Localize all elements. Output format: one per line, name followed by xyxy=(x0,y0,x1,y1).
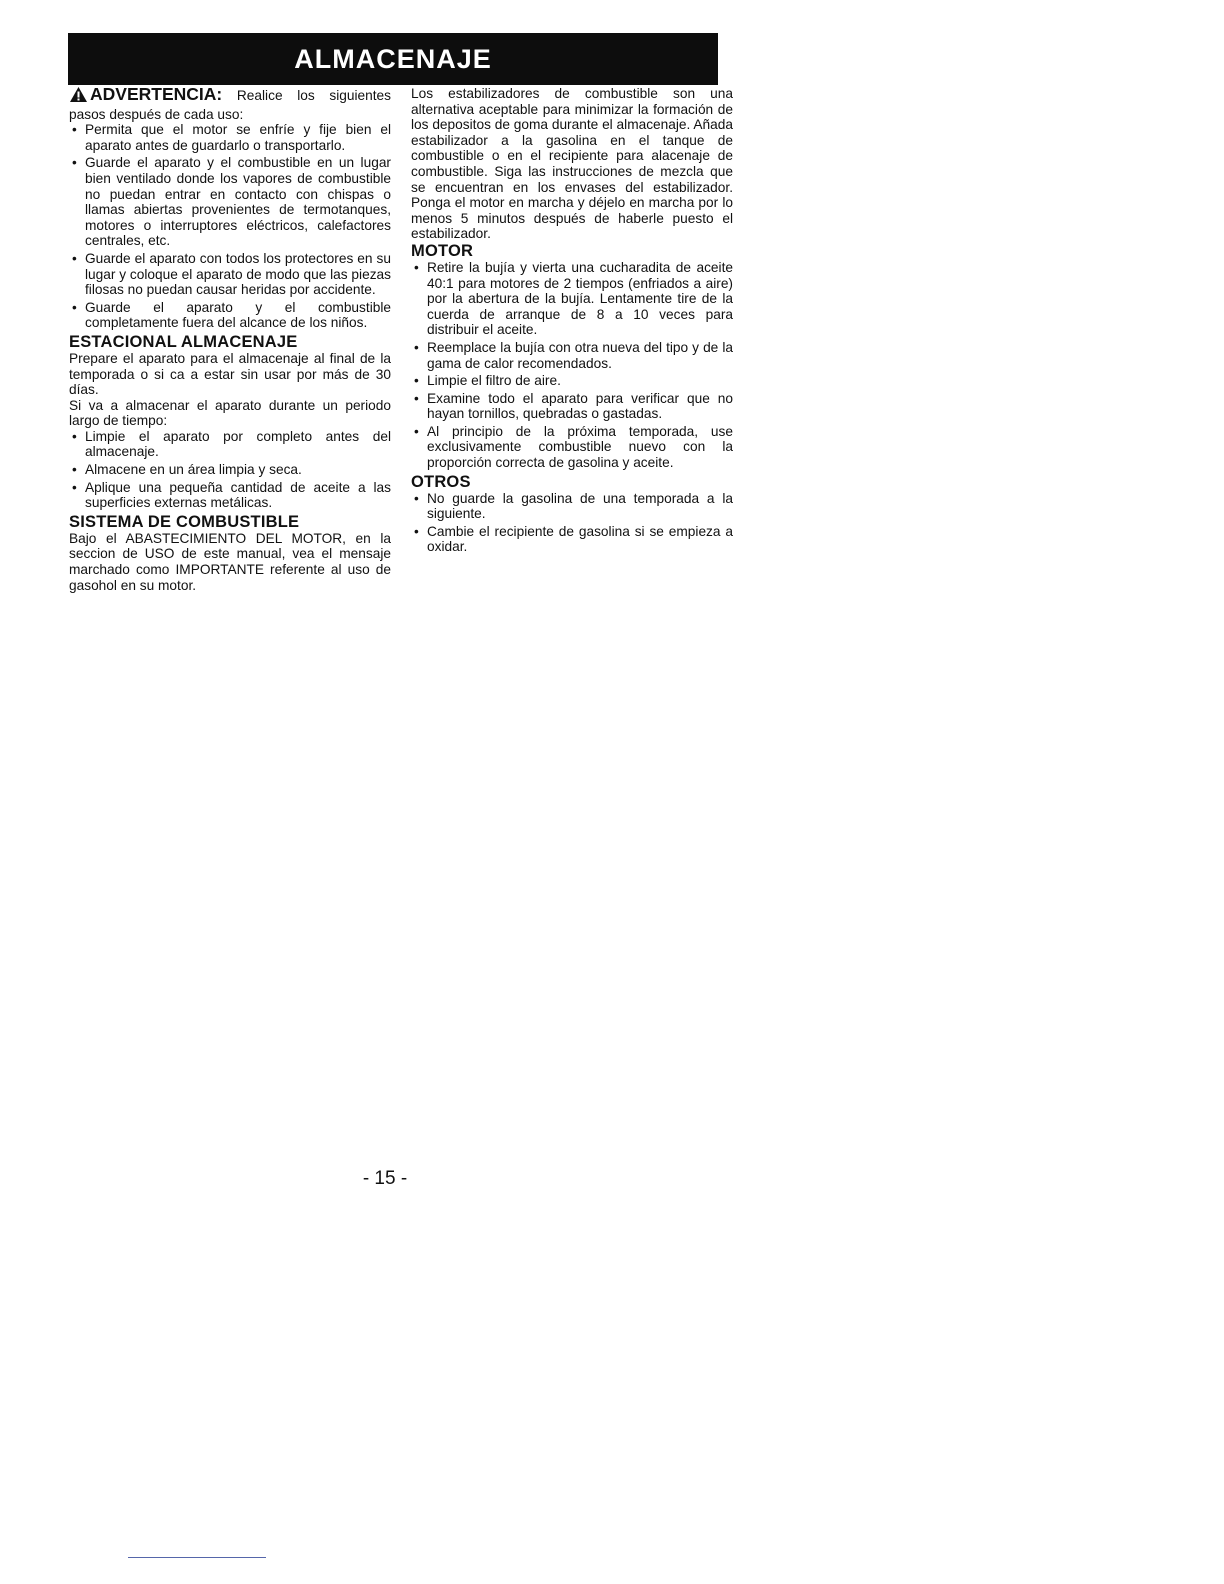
list-item: • Al principio de la próxima temporada, use exclusivamente combustible nuevo con la proporción correcta de gasolina y aceite. xyxy=(414,423,733,471)
bullet-icon: • xyxy=(414,259,419,275)
bullet-icon: • xyxy=(414,373,419,389)
fuel-paragraph-continued: Los estabilizadores de combustible son una alternativa aceptable para minimizar la formación de los depositos de goma durante el almacenaje. Añada estabilizador a la gasolina en el tanque de combustible o en el recipiente para alacenaje de combustible. Siga las instrucciones de mezcla que se encuentran en los envases del estabilizador. Ponga el motor en marcha y déjelo en marcha por lo menos 5 minutos después de haberle puesto el estabilizador. xyxy=(411,86,733,242)
bullet-icon: • xyxy=(72,155,77,171)
list-item: • Limpie el filtro de aire. xyxy=(414,373,561,389)
bullet-icon: • xyxy=(414,490,419,506)
bullet-icon: • xyxy=(72,299,77,315)
footer-divider xyxy=(128,1557,266,1558)
bullet-icon: • xyxy=(72,250,77,266)
bullet-icon: • xyxy=(72,428,77,444)
list-item: • Limpie el aparato por completo antes del almacenaje. xyxy=(72,428,391,460)
bullet-icon: • xyxy=(414,339,419,355)
page-number: - 15 - xyxy=(362,1168,408,1189)
section-title-banner xyxy=(68,33,718,85)
bullet-icon: • xyxy=(414,390,419,406)
bullet-icon: • xyxy=(72,462,77,478)
fuel-heading: SISTEMA DE COMBUSTIBLE xyxy=(69,512,300,531)
bullet-icon: • xyxy=(72,479,77,495)
motor-list xyxy=(411,260,733,471)
list-item: • Guarde el aparato y el combustible en un lugar bien ventilado donde los vapores de combustible no puedan entrar en contacto con chispas o llamas abiertas provenientes de termotanques, motores o interruptores eléctricos, calefactores centrales, etc. xyxy=(72,155,391,249)
bullet-icon: • xyxy=(414,523,419,539)
seasonal-list xyxy=(69,429,391,511)
list-item: • Guarde el aparato y el combustible completamente fuera del alcance de los niños. xyxy=(72,299,391,331)
bullet-icon: • xyxy=(414,423,419,439)
list-item: • Permita que el motor se enfríe y fije bien el aparato antes de guardarlo o transportarlo. xyxy=(72,122,391,153)
section-title: ALMACENAJE xyxy=(294,43,492,74)
seasonal-paragraph-2: Si va a almacenar el aparato durante un periodo largo de tiempo: xyxy=(69,397,391,429)
seasonal-heading: ESTACIONAL ALMACENAJE xyxy=(69,332,298,351)
left-column xyxy=(69,86,391,593)
warning-intro: Realice los siguientes pasos después de cada uso: xyxy=(69,88,391,122)
warning-list xyxy=(69,122,391,331)
fuel-paragraph: Bajo el ABASTECIMIENTO DEL MOTOR, en la seccion de USO de este manual, vea el mensaje marchado como IMPORTANTE referente al uso de gasohol en su motor. xyxy=(69,530,391,593)
warning-label: ADVERTENCIA: xyxy=(90,84,223,104)
warning-triangle-icon xyxy=(69,86,88,107)
motor-heading: MOTOR xyxy=(411,241,474,260)
list-item: • Aplique una pequeña cantidad de aceite a las superficies externas metálicas. xyxy=(72,479,391,511)
list-item: • Guarde el aparato con todos los protectores en su lugar y coloque el aparato de modo que las piezas filosas no puedan causar heridas por accidente. xyxy=(72,250,391,298)
warning-paragraph xyxy=(69,86,391,122)
list-item: • Examine todo el aparato para verificar que no hayan tornillos, quebradas o gastadas. xyxy=(414,390,733,422)
right-column xyxy=(411,86,733,557)
bullet-icon: • xyxy=(72,122,77,138)
list-item: • Cambie el recipiente de gasolina si se empieza a oxidar. xyxy=(414,523,733,555)
others-list xyxy=(411,491,733,555)
seasonal-paragraph-1: Prepare el aparato para el almacenaje al final de la temporada o si ca a estar sin usar por más de 30 días. xyxy=(69,350,391,398)
list-item: • No guarde la gasolina de una temporada a la siguiente. xyxy=(414,490,733,522)
list-item: • Reemplace la bujía con otra nueva del tipo y de la gama de calor recomendados. xyxy=(414,339,733,371)
list-item: • Retire la bujía y vierta una cucharadita de aceite 40:1 para motores de 2 tiempos (enfriados a aire) por la abertura de la bujía. Lentamente tire de la cuerda de arranque de 8 a 10 veces para distribuir el aceite. xyxy=(414,259,733,338)
list-item: • Almacene en un área limpia y seca. xyxy=(72,462,302,478)
others-heading: OTROS xyxy=(411,472,471,491)
